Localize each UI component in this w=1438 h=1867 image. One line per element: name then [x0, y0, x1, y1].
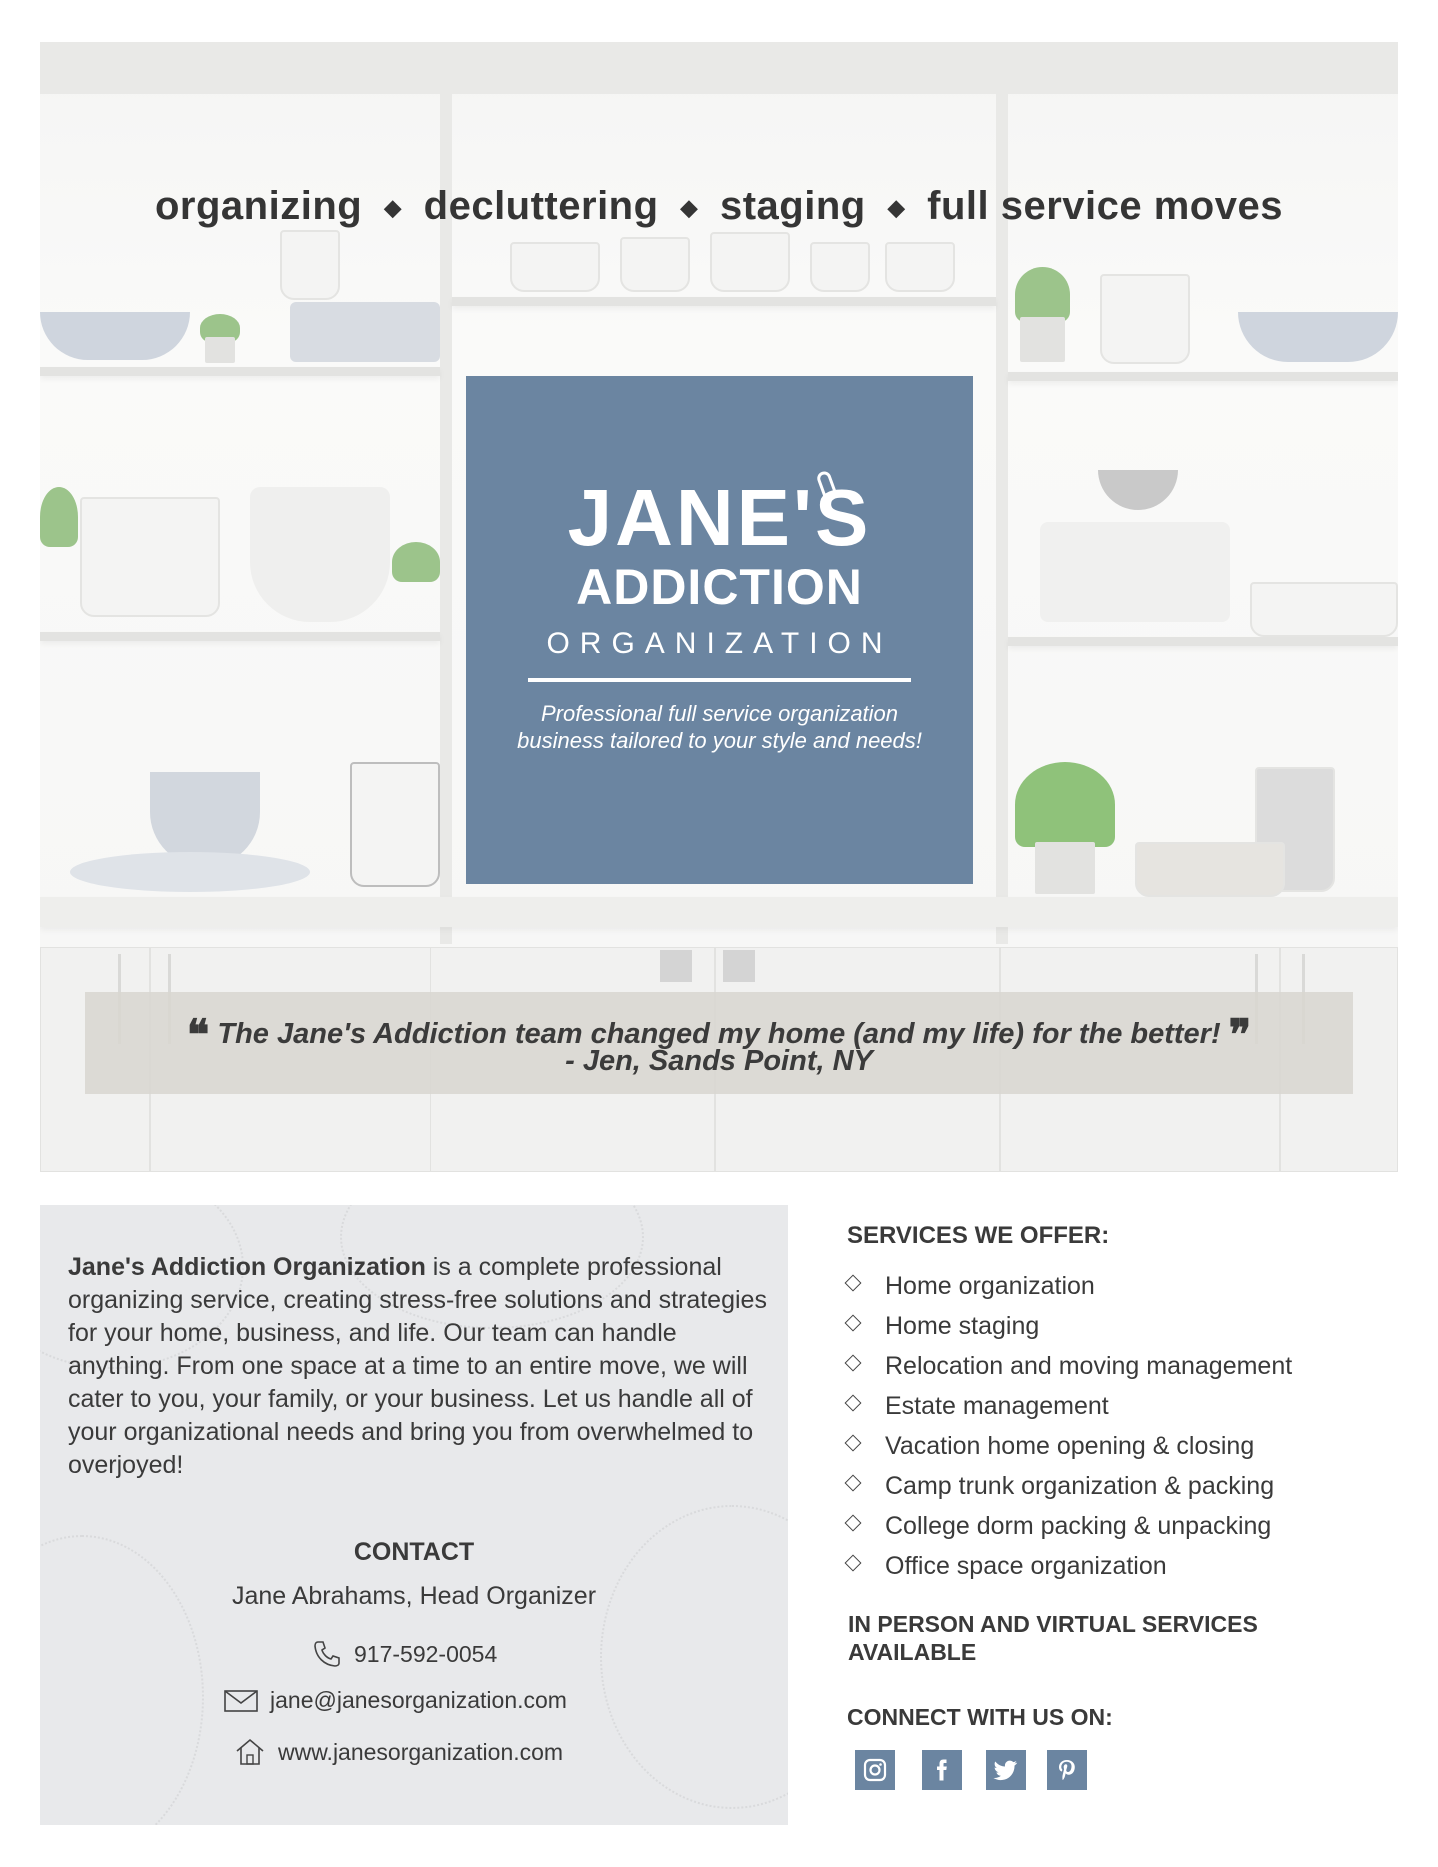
- service-item: [843, 1386, 1292, 1426]
- service-item: [843, 1266, 1292, 1306]
- service-label: Home staging: [885, 1311, 1040, 1340]
- envelope-icon: [224, 1689, 258, 1713]
- open-quote-icon: ❝: [186, 1011, 210, 1058]
- teapot: [510, 242, 600, 292]
- shelf-board: [40, 632, 440, 641]
- service-item: [843, 1426, 1292, 1466]
- cup: [710, 232, 790, 292]
- small-plant: [392, 542, 440, 582]
- home-icon: [234, 1737, 266, 1767]
- service-label: Camp trunk organization & packing: [885, 1471, 1275, 1500]
- about-body: is a complete professional organizing service, creating stress-free solutions and strategies for your home, business, and life. Our team can handle anything. From one space at a time to an entire move, we will cater to you, your family, or your business. Let us handle all of your organizational needs and bring you from overwhelmed to overjoyed!: [68, 1253, 767, 1479]
- website-url: www.janesorganization.com: [278, 1738, 564, 1765]
- close-quote-icon: ❞: [1228, 1011, 1252, 1058]
- baking-dish: [1250, 582, 1398, 637]
- testimonial-band: [85, 992, 1353, 1094]
- plate-stack: [1040, 522, 1230, 622]
- logo-tagline-line: business tailored to your style and needs!: [517, 728, 922, 753]
- shelf-board: [452, 297, 996, 306]
- herb-plant: [1015, 762, 1115, 847]
- bowl-stack: [40, 312, 190, 360]
- connect-heading: CONNECT WITH US ON:: [847, 1704, 1113, 1730]
- service-label: Relocation and moving management: [885, 1351, 1293, 1380]
- contact-name: Jane Abrahams, Head Organizer: [231, 1582, 597, 1610]
- instagram-icon[interactable]: [855, 1750, 895, 1790]
- diamond-separator-icon: ◆: [680, 195, 698, 220]
- pitcher: [1100, 274, 1190, 364]
- logo-title: JANE'S: [567, 473, 872, 562]
- shelf-board: [40, 367, 440, 376]
- services-list: [843, 1266, 1292, 1586]
- diamond-bullet-icon: [845, 1315, 862, 1332]
- logo-divider: [528, 678, 911, 682]
- diamond-bullet-icon: [845, 1395, 862, 1412]
- service-item: [843, 1346, 1292, 1386]
- plate-stack: [250, 487, 390, 622]
- cabinet-knob: [660, 950, 692, 982]
- tagline-item: staging: [719, 184, 866, 228]
- countertop: [40, 897, 1398, 927]
- cup: [885, 242, 955, 292]
- availability-note: [848, 1610, 1258, 1666]
- company-name: Jane's Addiction Organization: [68, 1253, 426, 1281]
- service-item: [843, 1546, 1292, 1586]
- facebook-icon[interactable]: [922, 1750, 962, 1790]
- cup: [620, 237, 690, 292]
- testimonial-text: The Jane's Addiction team changed my home (and my life) for the better!: [217, 1018, 1221, 1050]
- diamond-bullet-icon: [845, 1355, 862, 1372]
- phone-number: 917-592-0054: [354, 1640, 498, 1667]
- diamond-bullet-icon: [845, 1475, 862, 1492]
- shelf-board: [1008, 637, 1398, 646]
- logo-subtitle: ADDICTION: [576, 559, 863, 615]
- service-label: Office space organization: [885, 1551, 1167, 1580]
- contact-phone[interactable]: [312, 1639, 497, 1669]
- tagline-item: decluttering: [423, 184, 659, 228]
- service-item: [843, 1506, 1292, 1546]
- diamond-bullet-icon: [845, 1275, 862, 1292]
- cabinet-knob: [723, 950, 755, 982]
- plant-pot: [1035, 842, 1095, 894]
- bowl-stack: [1238, 312, 1398, 362]
- about-description: [68, 1251, 768, 1482]
- decorative-pattern: [40, 1535, 204, 1825]
- availability-line: AVAILABLE: [848, 1639, 977, 1665]
- service-label: Vacation home opening & closing: [885, 1431, 1255, 1460]
- pitcher: [280, 230, 340, 300]
- plant-pot: [205, 337, 235, 363]
- diamond-bullet-icon: [845, 1435, 862, 1452]
- plant-pot: [1020, 317, 1065, 362]
- plate-stack: [290, 302, 440, 362]
- service-label: Home organization: [885, 1271, 1095, 1300]
- metal-bowl: [1098, 470, 1178, 510]
- service-label: College dorm packing & unpacking: [885, 1511, 1272, 1540]
- service-item: [843, 1466, 1292, 1506]
- logo-box: [466, 376, 973, 884]
- hero-image: [40, 42, 1398, 1172]
- services-tagline: [40, 184, 1398, 229]
- diamond-separator-icon: ◆: [887, 195, 906, 220]
- twitter-icon[interactable]: [986, 1750, 1026, 1790]
- diamond-bullet-icon: [845, 1515, 862, 1532]
- cloth-basket: [1135, 842, 1285, 897]
- diamond-bullet-icon: [845, 1555, 862, 1572]
- availability-line: IN PERSON AND VIRTUAL SERVICES: [848, 1611, 1258, 1637]
- services-heading: SERVICES WE OFFER:: [847, 1222, 1110, 1249]
- service-item: [843, 1306, 1292, 1346]
- email-address: jane@janesorganization.com: [270, 1687, 567, 1713]
- wire-basket: [350, 762, 440, 887]
- service-label: Estate management: [885, 1391, 1109, 1420]
- logo-tagline-line: Professional full service organization: [540, 701, 899, 726]
- shelf-top-beam: [40, 42, 1398, 94]
- plant: [1015, 267, 1070, 322]
- phone-icon: [312, 1639, 342, 1669]
- tagline-item: organizing: [155, 184, 363, 228]
- diamond-separator-icon: ◆: [384, 195, 402, 220]
- about-panel: [40, 1205, 788, 1825]
- plant: [40, 487, 78, 547]
- contact-website[interactable]: [234, 1737, 563, 1767]
- logo-tagline: [466, 700, 973, 754]
- tagline-item: full service moves: [927, 184, 1283, 228]
- contact-heading: CONTACT: [353, 1538, 475, 1566]
- shelf-board: [1008, 372, 1398, 381]
- contact-email[interactable]: [224, 1687, 567, 1714]
- cake-stand: [80, 497, 220, 617]
- plate: [70, 852, 310, 892]
- testimonial-author: - Jen, Sands Point, NY: [565, 1045, 873, 1077]
- logo-organization: ORGANIZATION: [546, 627, 893, 660]
- pinterest-icon[interactable]: [1047, 1750, 1087, 1790]
- cup: [810, 242, 870, 292]
